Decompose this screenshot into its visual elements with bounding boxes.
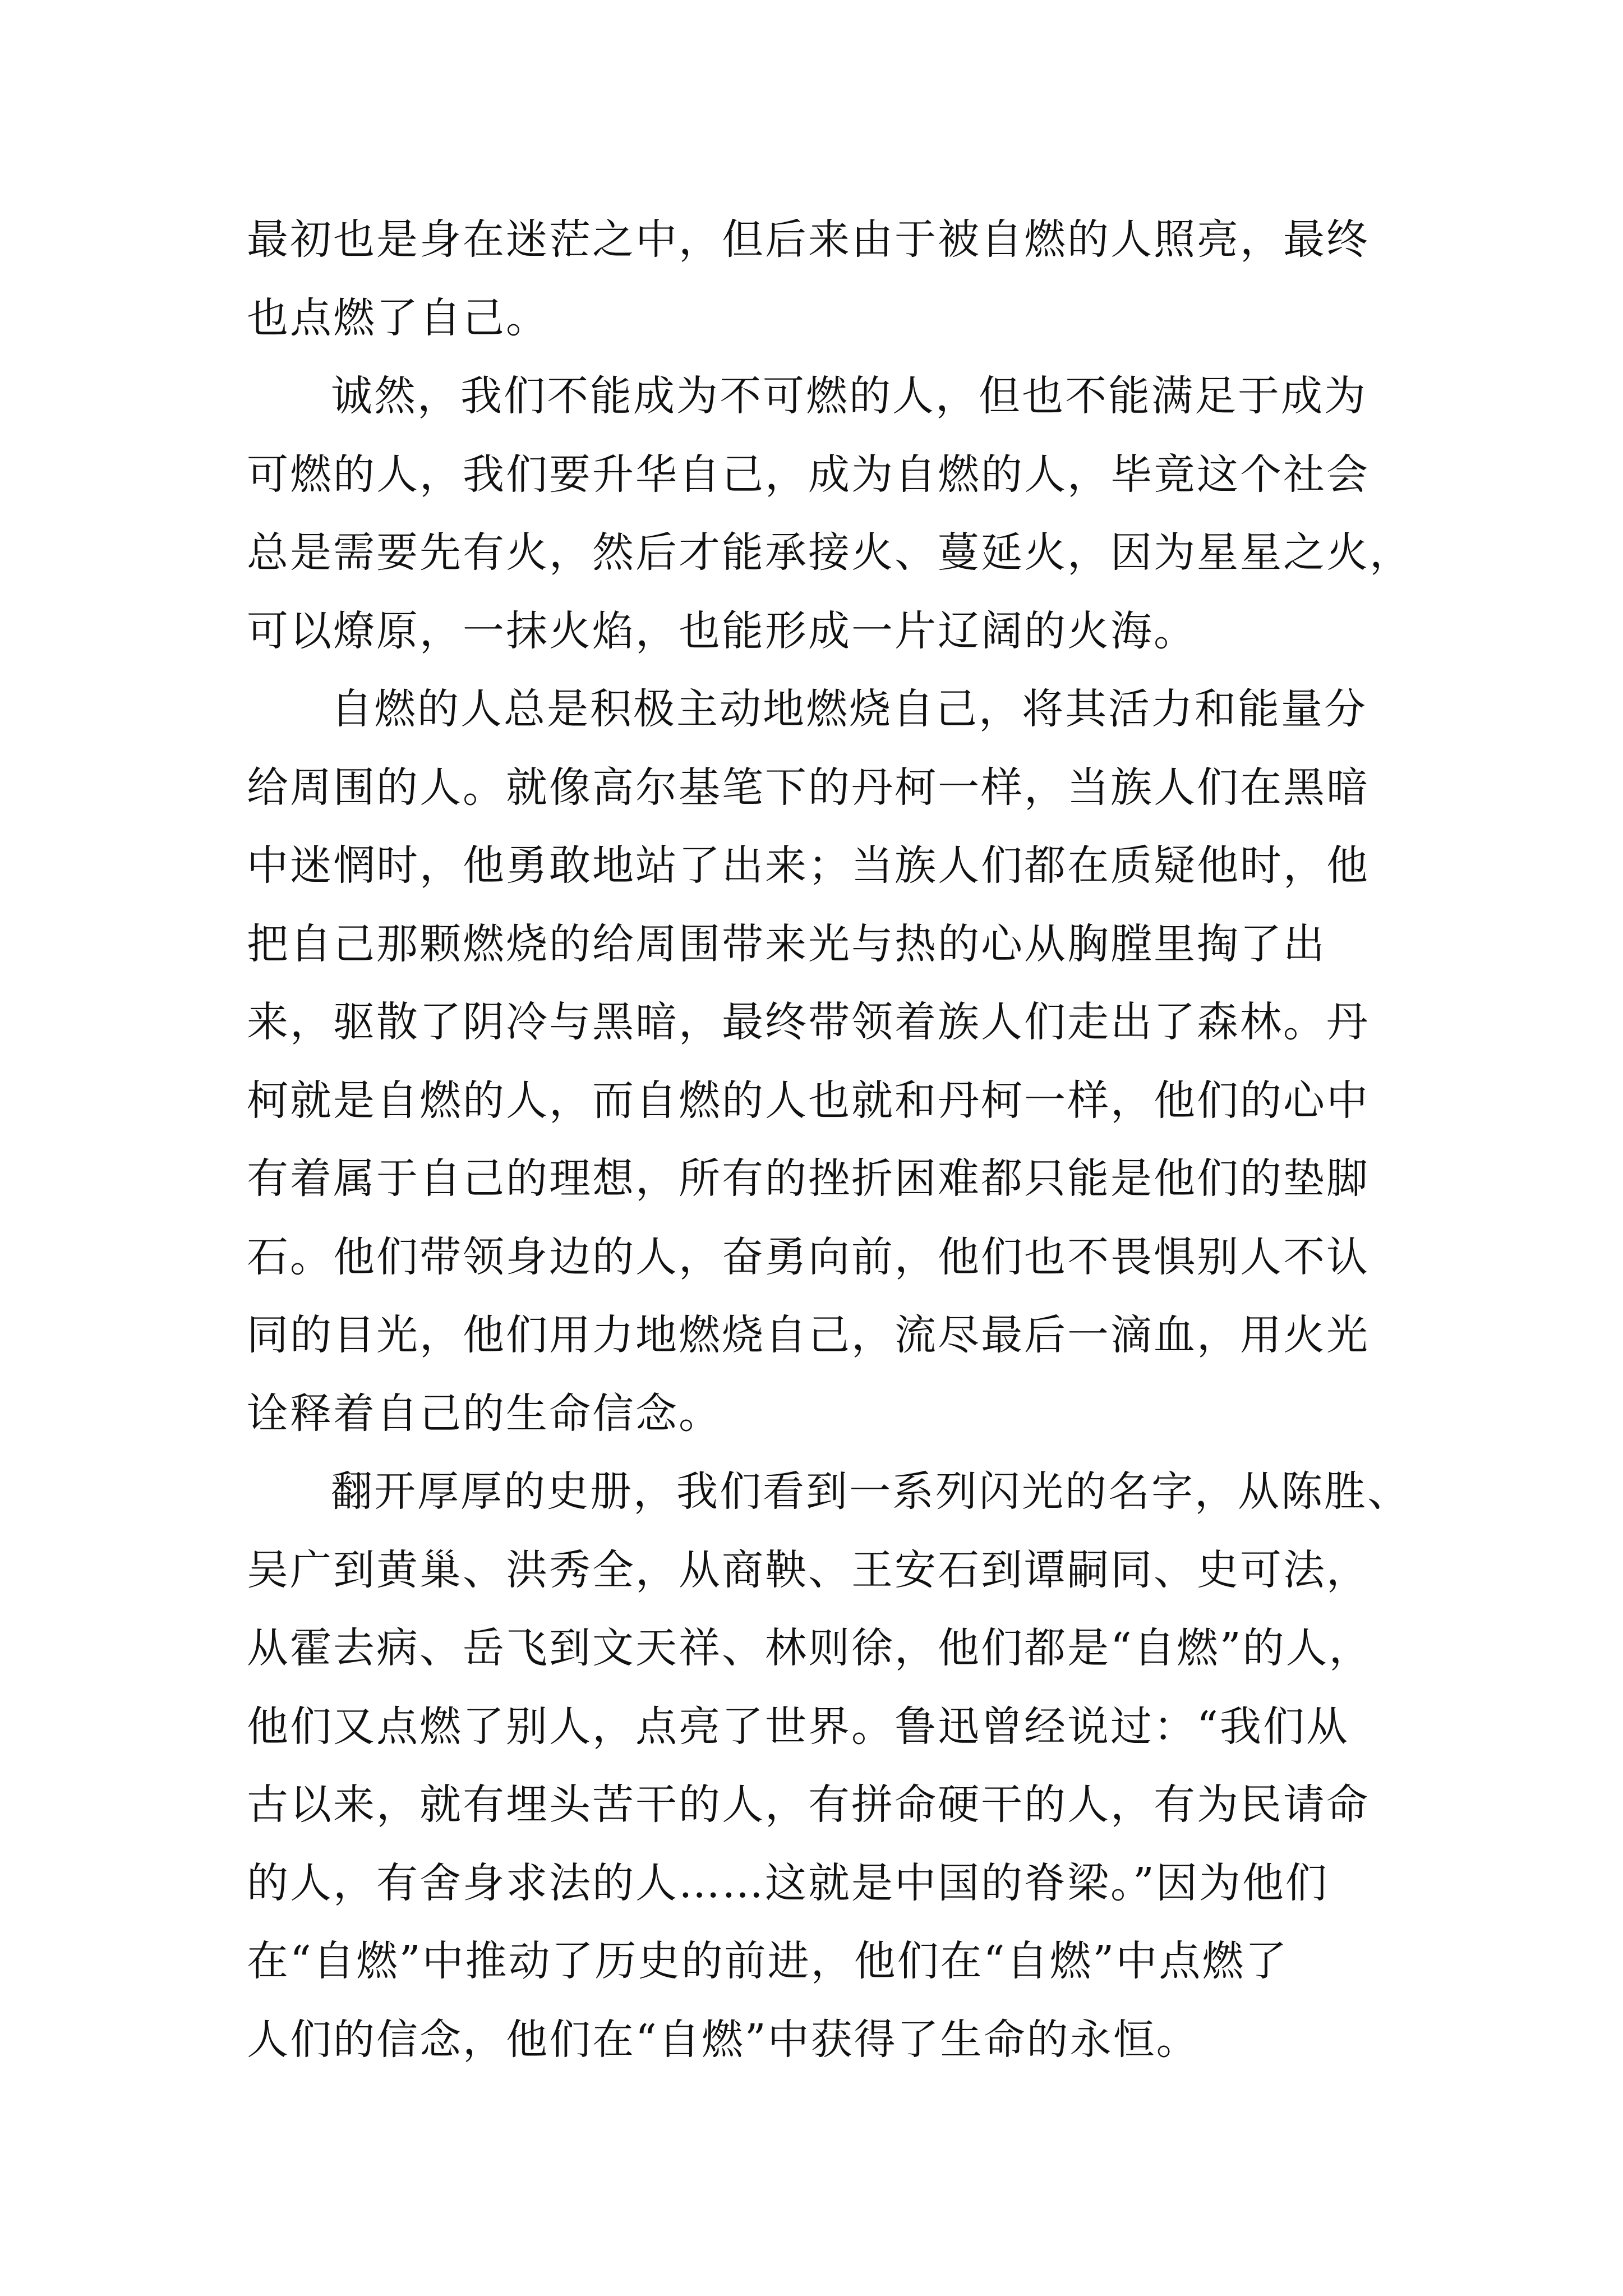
text-line: 古以来，就有埋头苦干的人，有拼命硬干的人，有为民请命	[247, 1780, 1370, 1829]
text-line: 把自己那颗燃烧的给周围带来光与热的心从胸膛里掏了出	[247, 919, 1326, 968]
text-line: 总是需要先有火，然后才能承接火、蔓延火，因为星星之火，	[247, 528, 1413, 577]
text-line: 给周围的人。就像高尔基笔下的丹柯一样，当族人们在黑暗	[247, 763, 1370, 812]
text-line: 在“自燃”中推动了历史的前进，他们在“自燃”中点燃了	[247, 1937, 1289, 1985]
paragraph-3	[247, 670, 1403, 1453]
body-text	[247, 201, 1413, 2079]
text-line: 人们的信念，他们在“自燃”中获得了生命的永恒。	[247, 2015, 1200, 2064]
paragraph-1	[247, 201, 1403, 357]
text-line: 有着属于自己的理想，所有的挫折困难都只能是他们的垫脚	[247, 1154, 1370, 1203]
text-line: 自燃的人总是积极主动地燃烧自己，将其活力和能量分	[331, 685, 1367, 733]
text-line: 翻开厚厚的史册，我们看到一系列闪光的名字，从陈胜、	[331, 1467, 1410, 1516]
text-line: 中迷惘时，他勇敢地站了出来；当族人们都在质疑他时，他	[247, 841, 1370, 890]
text-line: 柯就是自燃的人，而自燃的人也就和丹柯一样，他们的心中	[247, 1076, 1370, 1125]
text-line: 从霍去病、岳飞到文天祥、林则徐，他们都是“自燃”的人，	[247, 1624, 1372, 1672]
text-line: 他们又点燃了别人，点亮了世界。鲁迅曾经说过：“我们从	[247, 1702, 1349, 1751]
text-line: 吴广到黄巢、洪秀全，从商鞅、王安石到谭嗣同、史可法，	[247, 1545, 1370, 1594]
text-line: 诚然，我们不能成为不可燃的人，但也不能满足于成为	[331, 372, 1367, 420]
paragraph-2	[247, 357, 1413, 670]
text-line: 也点燃了自己。	[247, 293, 549, 342]
text-line: 最初也是身在迷茫之中，但后来由于被自燃的人照亮，最终	[247, 215, 1370, 264]
text-line: 同的目光，他们用力地燃烧自己，流尽最后一滴血，用火光	[247, 1311, 1370, 1359]
text-line: 可以燎原，一抹火焰，也能形成一片辽阔的火海。	[247, 606, 1197, 655]
text-line: 的人，有舍身求法的人……这就是中国的脊梁。”因为他们	[247, 1858, 1329, 1907]
text-line: 来，驱散了阴冷与黑暗，最终带领着族人们走出了森林。丹	[247, 998, 1370, 1046]
text-line: 石。他们带领身边的人，奋勇向前，他们也不畏惧别人不认	[247, 1232, 1370, 1281]
text-line: 可燃的人，我们要升华自己，成为自燃的人，毕竟这个社会	[247, 450, 1370, 499]
text-line: 诠释着自己的生命信念。	[247, 1389, 722, 1438]
paragraph-4	[247, 1453, 1410, 2079]
